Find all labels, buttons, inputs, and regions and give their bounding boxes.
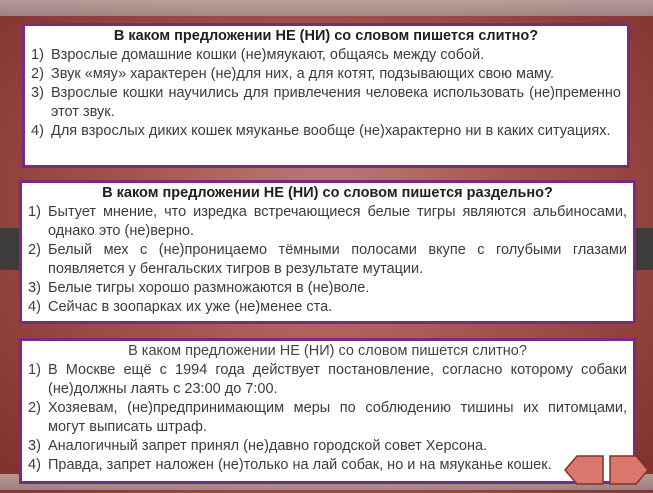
prev-slide-button[interactable]: [563, 452, 605, 488]
question-title: В каком предложении НЕ (НИ) со словом пишется раздельно?: [102, 185, 553, 201]
question-title: В каком предложении НЕ (НИ) со словом пишется слитно?: [128, 343, 527, 359]
question-card-1: [22, 23, 630, 168]
question-card-2: [19, 180, 636, 324]
answer-option-2[interactable]: 2) Звук «мяу» характерен (не)для них, а для котят, подзывающих свою маму.: [31, 66, 554, 82]
answer-list: [25, 46, 627, 141]
question-title: В каком предложении НЕ (НИ) со словом пишется слитно?: [113, 28, 539, 44]
top-decor-stripe: [0, 0, 653, 16]
answer-option-1[interactable]: 1) В Москве ещё с 1994 года действует постановление, согласно которому собаки (не)должны лаять с 23:00 до 7:00.: [28, 362, 627, 397]
answer-option-1[interactable]: 1) Бытует мнение, что изредка встречающиеся белые тигры являются альбиносами, однако это (не)верно.: [28, 204, 627, 239]
arrow-right-icon: [608, 452, 650, 488]
answer-option-1[interactable]: 1) Взрослые домашние кошки (не)мяукают, общаясь между собой.: [31, 47, 485, 63]
answer-option-2[interactable]: 2) Белый мех с (не)проницаемо тёмными полосами вкупе с голубыми глазами появляется у бенгальских тигров в результате мутации.: [28, 242, 627, 277]
answer-option-4[interactable]: 4) Сейчас в зоопарках их уже (не)менее ста.: [28, 299, 333, 315]
answer-list: [22, 203, 633, 317]
next-slide-button[interactable]: [608, 452, 650, 488]
answer-option-3[interactable]: 3) Аналогичный запрет принял (не)давно городской совет Херсона.: [28, 438, 488, 454]
question-card-3: [19, 338, 636, 484]
answer-option-4[interactable]: 4) Для взрослых диких кошек мяуканье вообще (не)характерно ни в каких ситуациях.: [31, 123, 611, 139]
answer-option-2[interactable]: 2) Хозяевам, (не)предпринимающим меры по соблюдению тишины их питомцами, могут выписать штраф.: [28, 400, 627, 435]
answer-option-3[interactable]: 3) Белые тигры хорошо размножаются в (не)воле.: [28, 280, 370, 296]
answer-list: [22, 361, 633, 475]
answer-option-3[interactable]: 3) Взрослые кошки научились для привлечения человека использовать (не)пременно этот звук.: [31, 85, 621, 120]
arrow-left-icon: [563, 452, 605, 488]
answer-option-4[interactable]: 4) Правда, запрет наложен (не)только на лай собак, но и на мяуканье кошек.: [28, 457, 552, 473]
